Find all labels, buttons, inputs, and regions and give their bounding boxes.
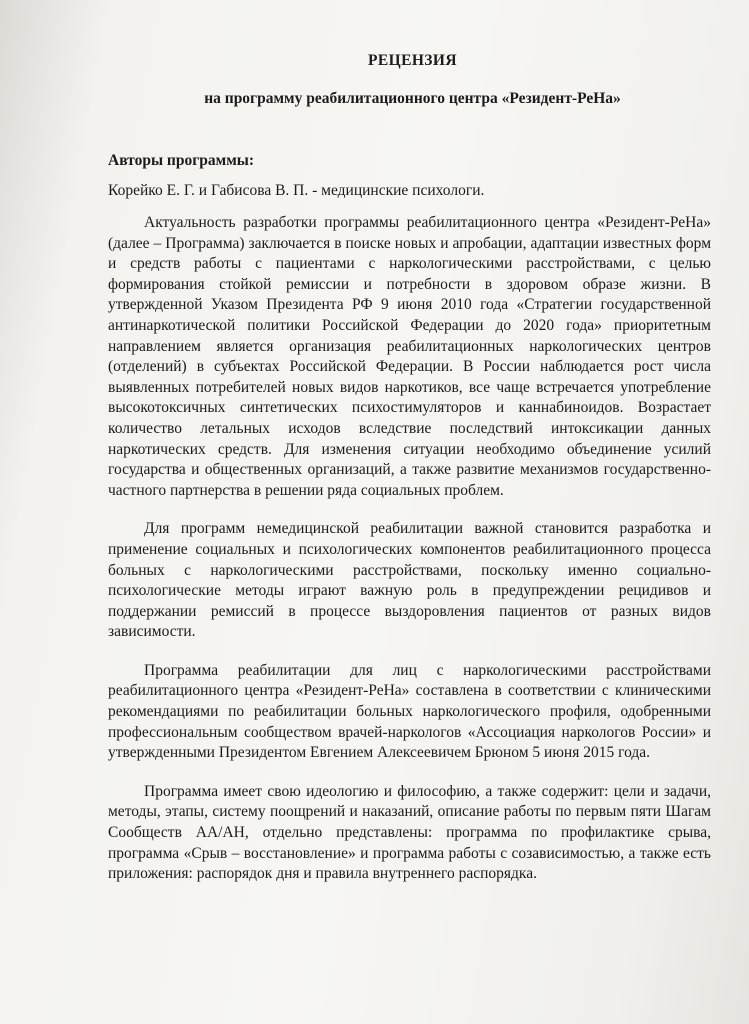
document-subtitle: на программу реабилитационного центра «Резидент-РеНа» bbox=[204, 90, 621, 107]
authors-line: Корейко Е. Г. и Габисова В. П. - медицинские психологи. bbox=[108, 182, 485, 199]
document-title: РЕЦЕНЗИЯ bbox=[368, 52, 457, 69]
paragraph-relevance: Актуальность разработки программы реабилитационного центра «Резидент-РеНа» (далее – Программа) заключается в поиске новых и апробации, адаптации известных форм и средств работы с пациентами с наркологическими расстройствами, с целью формирования стойкой ремиссии и потребности в здоровом образе жизни. В утвержденной Указом Президента РФ 9 июня 2010 года «Стратегии государственной антинаркотической политики Российской Федерации до 2020 года» приоритетным направлением является организация реабилитационных наркологических центров (отделений) в субъектах Российской Федерации. В России наблюдается рост числа выявленных потребителей новых видов наркотиков, все чаще встречается употребление высокотоксичных синтетических психостимуляторов и каннабиноидов. Возрастает количество летальных исходов вследствие последствий интоксикации данных наркотических средств. Для изменения ситуации необходимо объединение усилий государства и общественных организаций, а также развитие механизмов государственно-частного партнерства в решении ряда социальных проблем. bbox=[108, 214, 711, 499]
paragraph-non-medical-rehab: Для программ немедицинской реабилитации важной становится разработка и применение социальных и психологических компонентов реабилитационного процесса больных с наркологическими расстройствами, поскольку именно социально-психологические методы играют важную роль в предупреждении рецидивов и поддержании ремиссий в процессе выздоровления пациентов от разных видов зависимости. bbox=[108, 520, 711, 641]
paragraph-program-basis: Программа реабилитации для лиц с наркологическими расстройствами реабилитационного центра «Резидент-РеНа» составлена в соответствии с клиническими рекомендациями по реабилитации больных наркологического профиля, одобренными профессиональным сообществом врачей-наркологов «Ассоциация наркологов России» и утвержденными Президентом Евгением Алексеевичем Брюном 5 июня 2015 года. bbox=[108, 661, 711, 762]
paragraph-program-contents: Программа имеет свою идеологию и философию, а также содержит: цели и задачи, методы, этапы, систему поощрений и наказаний, описание работы по первым пяти Шагам Сообществ АА/АН, отдельно представлены: программа по профилактике срыва, программа «Срыв – восстановление» и программа работы с созависимостью, а также есть приложения: распорядок дня и правила внутреннего распорядка. bbox=[108, 782, 711, 883]
authors-heading: Авторы программы: bbox=[108, 152, 255, 169]
